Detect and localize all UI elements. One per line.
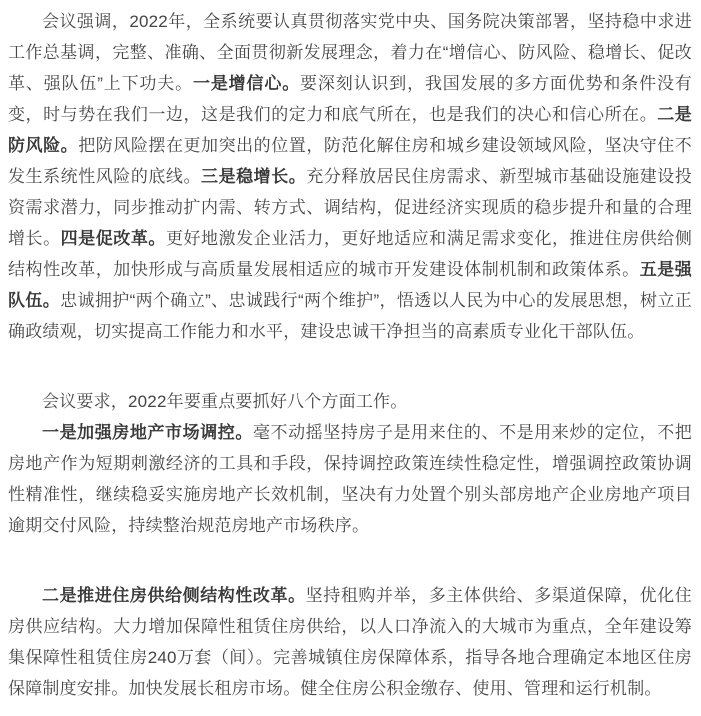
text-segment: 会议要求，2022年要重点要抓好八个方面工作。	[42, 392, 408, 411]
text-segment: 更好地激发企业活力，更好地适应和满足需求变化，推进住房供给侧结构性改革，加快形成与高质量发展相适应的城市开发建设体制机制和政策体系。	[8, 229, 693, 279]
text-segment: 会议强调，2022年，全系统要认真贯彻落实党中央、国务院决策部署，坚持稳中求进工作总基调，完整、准确、全面贯彻新发展理念，着力在“增信心、防风险、稳增长、促改革、强队伍”上下功夫。	[8, 12, 692, 93]
text-segment: 忠诚拥护“两个确立”、忠诚践行“两个维护”，悟透以人民为中心的发展思想，树立正确政绩观，切实提高工作能力和水平，建设忠诚干净担当的高素质专业化干部队伍。	[8, 291, 692, 341]
bold-text-segment: 一是加强房地产市场调控。	[42, 423, 253, 442]
bold-text-segment: 二是防风险。	[8, 105, 692, 155]
text-segment: 充分释放居民住房需求、新型城市基础设施建设投资需求潜力，同步推动扩内需、转方式、调结构，促进经济实现质的稳步提升和量的合理增长。	[8, 167, 693, 248]
bold-text-segment: 四是促改革。	[60, 229, 166, 248]
task-1-paragraph	[8, 417, 692, 541]
bold-text-segment: 五是强队伍。	[8, 260, 692, 310]
bold-text-segment: 二是推进住房供给侧结构性改革。	[42, 586, 306, 605]
meeting-emphasis-paragraph	[8, 6, 692, 347]
text-segment: 要深刻认识到，我国发展的多方面优势和条件没有变，时与势在我们一边，这是我们的定力和底气所在，也是我们的决心和信心所在。	[8, 74, 692, 124]
task-2-paragraph	[8, 580, 692, 704]
text-segment: 把防风险摆在更加突出的位置，防范化解住房和城乡建设领域风险，坚决守住不发生系统性风险的底线。	[8, 136, 693, 186]
text-segment: 坚持租购并举，多主体供给、多渠道保障，优化住房供应结构。大力增加保障性租赁住房供给，以人口净流入的大城市为重点，全年建设筹集保障性租赁住房240万套（间）。完善城镇住房保障体系，指导各地合理确定本地区住房保障制度安排。加快发展长租房市场。健全住房公积金缴存、使用、管理和运行机制。	[8, 586, 693, 698]
meeting-requirements-paragraph	[8, 386, 692, 417]
bold-text-segment: 三是稳增长。	[201, 167, 307, 186]
bold-text-segment: 一是增信心。	[192, 74, 301, 93]
text-segment: 毫不动摇坚持房子是用来住的、不是用来炒的定位，不把房地产作为短期刺激经济的工具和手段，保持调控政策连续性稳定性，增强调控政策协调性精准性，继续稳妥实施房地产长效机制，坚决有力处置个别头部房地产企业房地产项目逾期交付风险，持续整治规范房地产市场秩序。	[8, 423, 692, 535]
